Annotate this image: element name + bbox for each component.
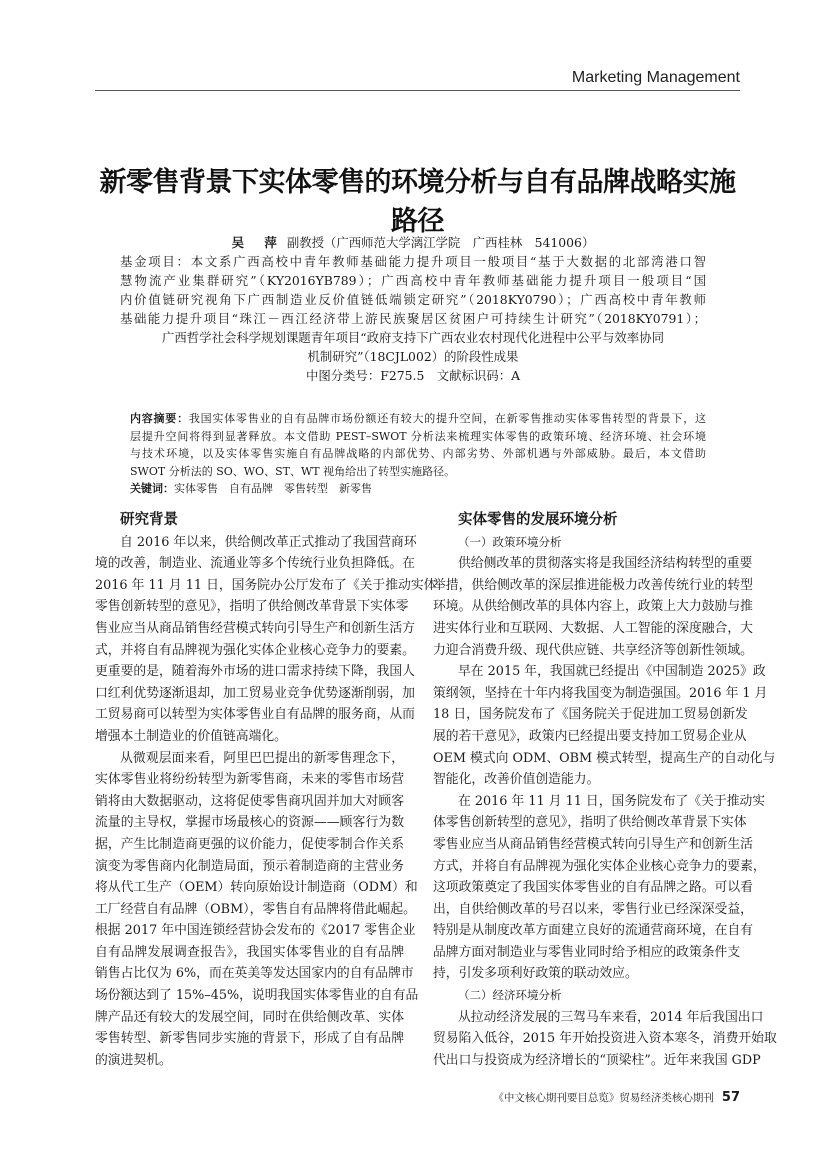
- text-line: 2016 年 11 月 11 日，国务院办公厅发布了《关于推动实体: [95, 577, 437, 593]
- text-line: 式，并将自有品牌视为强化实体企业核心竞争力的要素。: [95, 642, 415, 658]
- text-line: 更重要的是，随着海外市场的进口需求持续下降，我国人: [95, 664, 415, 680]
- text-line: 零售转型、新零售同步实施的背景下，形成了自有品牌: [95, 1031, 404, 1047]
- text-line: 这项政策奠定了我国实体零售业的自有品牌之路。可以看: [433, 880, 753, 896]
- text-line: 工贸易商可以转型为实体零售业自有品牌的服务商，从而: [95, 707, 415, 723]
- text-line: 零售业应当从商品销售经营模式转向引导生产和创新生活: [433, 836, 753, 852]
- running-header: [95, 68, 740, 91]
- abstract-text: 层提升空间将得到显著释放。本文借助 PEST–SWOT 分析法来梳理实体零售的政策环境、经济环境、社会环境: [130, 429, 706, 443]
- text-line: 境的改善，制造业、流通业等多个传统行业负担降低。在: [95, 556, 415, 572]
- text-line: 演变为零售商内化制造局面，预示着制造商的主营业务: [95, 858, 404, 874]
- text-line: 环境。从供给侧改革的具体内容上，政策上大力鼓励与推: [433, 599, 753, 615]
- text-line: 据，产生比制造商更强的议价能力，促使零制合作关系: [95, 836, 404, 852]
- text-line: 展的若干意见》，政策内已经提出要支持加工贸易企业从: [433, 728, 747, 744]
- abstract-text: 与技术环境，以及实体零售实施自有品牌战略的内部优势、内部劣势、外部机遇与外部威胁。最后，本文借助: [130, 447, 706, 460]
- text-line: OEM 模式向 ODM、OBM 模式转型，提高生产的自动化与: [433, 750, 776, 766]
- text-line: 体零售创新转型的意见》，指明了供给侧改革背景下实体: [433, 815, 747, 831]
- page-footer: [493, 1090, 740, 1105]
- article-title: 新零售背景下实体零售的环境分析与自有品牌战略实施路径: [99, 167, 736, 237]
- journal-name: 《中文核心期刊要目总览》贸易经济类核心期刊: [493, 1092, 714, 1104]
- paragraph: [95, 748, 419, 1072]
- paragraph: [433, 1007, 777, 1072]
- keywords-text: 实体零售 自有品牌 零售转型 新零售: [174, 482, 372, 495]
- author-info: 副教授（广西师范大学漓江学院 广西桂林 541006）: [286, 235, 595, 250]
- text-line: 将从代工生产（OEM）转向原始设计制造商（ODM）和: [95, 880, 418, 896]
- funding-line: 慧物流产业集群研究”（KY2016YB789）；广西高校中青年教师基础能力提升项目一般项目“国: [120, 273, 706, 288]
- text-line: 自 2016 年以来，供给侧改革正式推动了我国营商环: [120, 534, 417, 550]
- author-name: 吴 萍: [231, 235, 281, 250]
- text-line: 增强本土制造业的价值链高端化。: [95, 728, 287, 744]
- text-line: 从拉动经济发展的三驾马车来看，2014 年后我国出口: [458, 1009, 764, 1025]
- text-line: 零售创新转型的意见》，指明了供给侧改革背景下实体零: [95, 599, 409, 615]
- text-line: 根据 2017 年中国连锁经营协会发布的《2017 零售企业: [95, 923, 416, 939]
- text-line: 特别是从制度改革方面建立良好的流通营商环境，在自有: [433, 923, 753, 939]
- text-line: 从微观层面来看，阿里巴巴提出的新零售理念下，: [120, 750, 404, 766]
- paragraph: [433, 661, 776, 791]
- paragraph: [433, 553, 753, 661]
- text-line: 进实体行业和互联网、大数据、人工智能的深度融合，大: [433, 620, 753, 636]
- text-line: 早在 2015 年，我国就已经提出《中国制造 2025》政: [458, 664, 766, 680]
- section-name: Marketing Management: [571, 69, 740, 86]
- text-line: 牌产品还有较大的发展空间，同时在供给侧改革、实体: [95, 1009, 404, 1025]
- page-number: 57: [721, 1090, 740, 1105]
- text-line: 品牌方面对制造业与零售业同时给予相应的政策条件支: [433, 944, 741, 960]
- text-line: 口红利优势逐渐退却，加工贸易业竞争优势逐渐削弱，加: [95, 685, 415, 701]
- text-line: 销将由大数据驱动，这将促使零售商巩固并加大对顾客: [95, 793, 404, 809]
- classification: 中图分类号：F275.5 文献标识码：A: [305, 368, 521, 383]
- text-line: 力迎合消费升级、现代供应链、共享经济等创新性领域。: [433, 642, 753, 658]
- right-column: [433, 510, 777, 1071]
- abstract-line: [130, 445, 706, 463]
- funding-block: [120, 252, 706, 366]
- abstract-line: [130, 428, 706, 446]
- subsection-heading: （一）政策环境分析: [458, 534, 562, 549]
- left-column: [95, 510, 437, 1071]
- paragraph: [433, 791, 766, 985]
- text-line: 销售占比仅为 6%，而在英美等发达国家内的自有品牌市: [95, 966, 414, 982]
- text-line: 持，引发多项利好政策的联动效应。: [433, 966, 638, 982]
- funding-line: 广西哲学社会科学规划课题青年项目“政府支持下广西农业农村现代化进程中公平与效率协同: [162, 330, 664, 345]
- funding-line: 机制研究”（18CJL002）的阶段性成果: [307, 349, 519, 364]
- article-meta: [120, 233, 706, 385]
- text-line: 的演进契机。: [95, 1052, 172, 1068]
- paragraph: [95, 532, 437, 748]
- text-line: 出，自供给侧改革的号召以来，零售行业已经深深受益，: [433, 901, 753, 917]
- abstract-text: SWOT 分析法的 SO、WO、ST、WT 视角给出了转型实施路径。: [130, 464, 456, 478]
- text-line: 自有品牌发展调查报告》，我国实体零售业的自有品牌: [95, 944, 404, 960]
- text-line: 举措，供给侧改革的深层推进能极力改善传统行业的转型: [433, 577, 753, 593]
- abstract: [130, 410, 706, 480]
- text-line: 智能化，改善价值创造能力。: [433, 772, 600, 788]
- keywords-label: 关键词：: [130, 482, 174, 495]
- text-line: 代出口与投资成为经济增长的“顶梁柱”。近年来我国 GDP: [433, 1052, 761, 1068]
- funding-line: 基金项目：本文系广西高校中青年教师基础能力提升项目一般项目“基于大数据的北部湾港口智: [120, 254, 706, 269]
- subsection-heading: （二）经济环境分析: [458, 988, 562, 1003]
- funding-line: 基础能力提升项目“珠江－西江经济带上游民族聚居区贫困户可持续生计研究”（2018KY0791）；: [120, 311, 706, 326]
- text-line: 18 日，国务院发布了《国务院关于促进加工贸易创新发: [433, 707, 748, 723]
- author-line: [120, 233, 706, 252]
- abstract-line: [130, 463, 706, 481]
- abstract-block: [130, 410, 706, 498]
- section-heading: 研究背景: [120, 512, 178, 528]
- text-line: 策纲领，坚持在十年内将我国变为制造强国。2016 年 1 月: [433, 685, 768, 701]
- text-line: 工厂经营自有品牌（OBM），零售自有品牌将借此崛起。: [95, 901, 416, 917]
- funding-line: 内价值链研究视角下广西制造业反价值链低端锁定研究”（2018KY0790）；广西高校中青年教师: [120, 292, 706, 307]
- text-line: 方式，并将自有品牌视为强化实体企业核心竞争力的要素，: [433, 858, 766, 874]
- abstract-label: 内容摘要：: [130, 412, 189, 425]
- text-line: 场份额达到了 15%–45%，说明我国实体零售业的自有品: [95, 988, 419, 1004]
- abstract-text: 我国实体零售业的自有品牌市场份额还有较大的提升空间，在新零售推动实体零售转型的背景下，这: [188, 412, 707, 425]
- text-line: 实体零售业将纷纷转型为新零售商，未来的零售市场营: [95, 772, 404, 788]
- section-heading: 实体零售的发展环境分析: [458, 512, 618, 528]
- text-line: 在 2016 年 11 月 11 日，国务院发布了《关于推动实: [458, 793, 766, 809]
- text-line: 贸易陷入低谷，2015 年开始投资进入资本寒冬，消费开始取: [433, 1031, 777, 1047]
- text-line: 售业应当从商品销售经营模式转向引导生产和创新生活方: [95, 620, 415, 636]
- abstract-line: [130, 410, 706, 428]
- text-line: 流量的主导权，掌握市场最核心的资源——顾客行为数: [95, 815, 404, 831]
- keywords: [130, 480, 706, 498]
- text-line: 供给侧改革的贯彻落实将是我国经济结构转型的重要: [458, 556, 753, 572]
